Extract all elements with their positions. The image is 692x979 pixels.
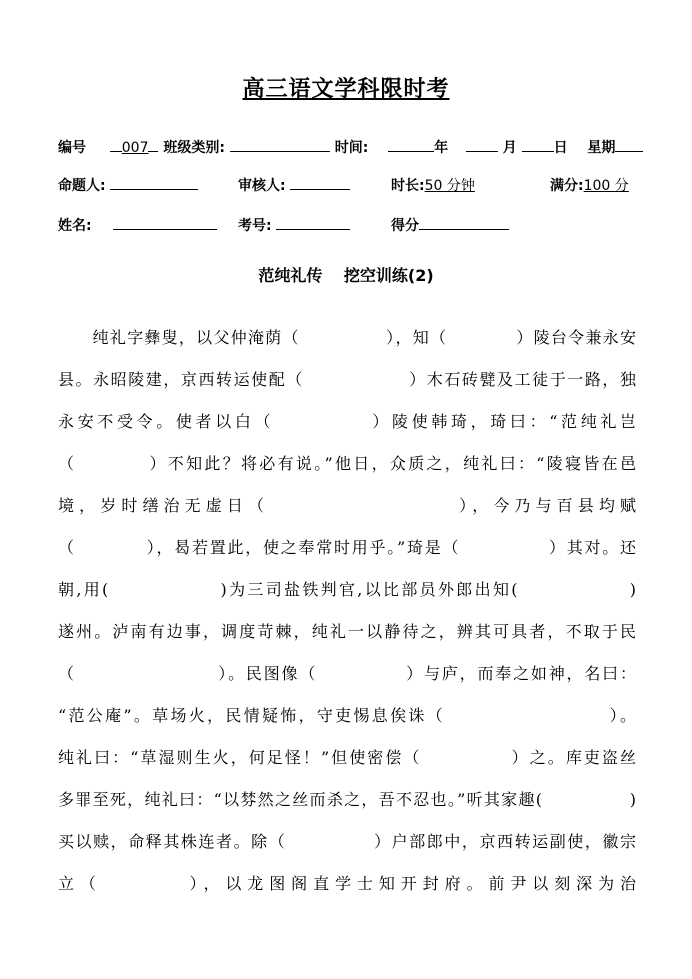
- header-row-2a: [58, 175, 198, 195]
- day-label: 日: [553, 140, 568, 156]
- header-row-3b: [238, 215, 350, 235]
- setter-blank[interactable]: [110, 175, 198, 190]
- header-row-2d: [550, 175, 629, 195]
- year-label: 年: [434, 140, 449, 156]
- passage-line: 永安不受令。使者以白（ ）陵使韩琦，琦曰：“范纯礼岂: [58, 412, 636, 431]
- year-blank[interactable]: [388, 137, 434, 152]
- class-type-label: 班级类别:: [163, 140, 225, 156]
- name-blank[interactable]: [113, 215, 217, 230]
- passage-line: “范公庵”。草场火，民情疑怖，守吏惕息俟诛（ ）。: [58, 706, 636, 725]
- passage-line: 立（ ），以龙图阁直学士知开封府。前尹以刻深为治: [58, 874, 636, 893]
- serial-value: 007: [121, 140, 149, 156]
- exam-title-text: 高三语文学科限时考: [242, 77, 450, 102]
- header-row-3a: [58, 215, 217, 235]
- serial-underline-post: [148, 137, 158, 152]
- score-label: 得分: [391, 218, 419, 234]
- passage-line: 多罪至死，纯礼曰：“以棼然之丝而杀之，吾不忍也。”听其家趣( ): [58, 790, 636, 809]
- passage-line: （ ），曷若置此，使之奉常时用乎。”琦是（ ）其对。还: [58, 538, 636, 557]
- exam-number-label: 考号:: [238, 218, 272, 234]
- name-label: 姓名:: [58, 218, 92, 234]
- header-row-2b: [238, 175, 350, 195]
- passage-line: 纯礼字彝叟，以父仲淹荫（ ），知（ ）陵台令兼永安: [58, 328, 636, 347]
- passage-line: 纯礼曰：“草湿则生火，何足怪！”但使密偿（ ）之。库吏盗丝: [58, 748, 636, 767]
- day-blank[interactable]: [522, 137, 554, 152]
- passage-line: 境，岁时缮治无虚日（ ），今乃与百县均赋: [58, 496, 636, 515]
- time-label: 时间:: [334, 140, 369, 156]
- reviewer-label: 审核人:: [238, 178, 286, 194]
- header-row-2c: [391, 175, 475, 195]
- passage-line: 朝,用( )为三司盐铁判官,以比部员外郎出知( ): [58, 580, 636, 599]
- month-label: 月: [502, 140, 517, 156]
- reviewer-blank[interactable]: [290, 175, 350, 190]
- class-type-blank[interactable]: [230, 137, 330, 152]
- score-blank[interactable]: [419, 215, 509, 230]
- serial-label: 编号: [58, 140, 86, 156]
- serial-underline-pre: [110, 137, 122, 152]
- setter-label: 命题人:: [58, 178, 106, 194]
- exam-title: [0, 72, 692, 103]
- passage-line: 买以赎，命释其株连者。除（ ）户部郎中，京西转运副使，徽宗: [58, 832, 636, 851]
- full-score-label: 满分:: [550, 178, 584, 194]
- duration-value: 50 分钟: [424, 178, 475, 194]
- passage-line: 县。永昭陵建，京西转运使配（ ）木石砖甓及工徒于一路，独: [58, 370, 636, 389]
- passage-line: （ ）不知此？将必有说。”他日，众质之，纯礼曰：“陵寝皆在邑: [58, 454, 636, 473]
- section-subtitle: 范纯礼传 挖空训练(2): [258, 266, 434, 285]
- passage-line: （ ）。民图像（ ）与庐，而奉之如神，名曰：: [58, 664, 636, 683]
- passage-line: 遂州。泸南有边事，调度苛棘，纯礼一以静待之，辨其可具者，不取于民: [58, 622, 636, 641]
- exam-number-blank[interactable]: [276, 215, 350, 230]
- duration-label: 时长:: [391, 178, 425, 194]
- weekday-label: 星期: [587, 140, 616, 156]
- month-blank[interactable]: [466, 137, 498, 152]
- header-row-3c: [391, 215, 509, 235]
- full-score-value: 100 分: [583, 178, 629, 194]
- header-row-1: [58, 137, 643, 157]
- weekday-blank[interactable]: [615, 137, 643, 152]
